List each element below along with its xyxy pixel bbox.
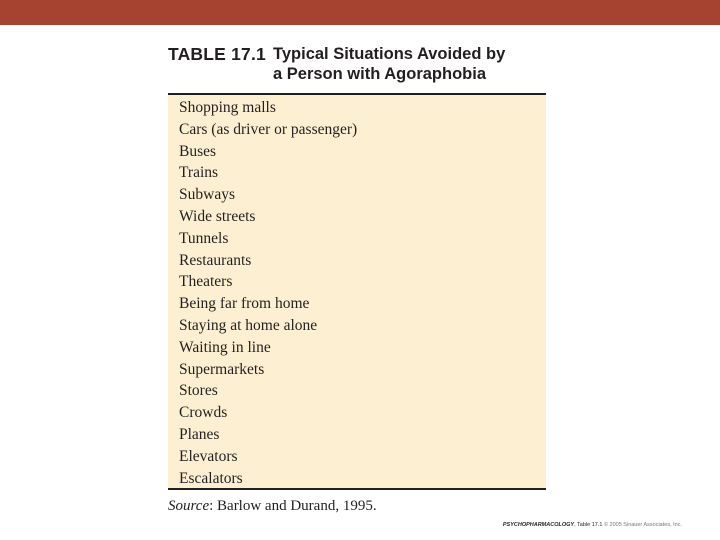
list-item: Trains <box>179 164 219 182</box>
list-item: Waiting in line <box>179 338 271 356</box>
list-item: Buses <box>179 142 217 160</box>
list-item: Cars (as driver or passenger) <box>179 120 358 138</box>
credit-copyright: © 2005 Sinauer Associates, Inc. <box>603 522 682 528</box>
list-item: Planes <box>179 425 220 443</box>
top-accent-bar <box>0 0 720 25</box>
table-number: TABLE 17.1 <box>168 44 266 64</box>
list-item: Escalators <box>179 469 243 487</box>
list-item: Staying at home alone <box>179 316 318 334</box>
list-item: Wide streets <box>179 207 256 225</box>
source-label: Source <box>168 498 210 514</box>
list-item: Being far from home <box>179 295 310 313</box>
list-item: Theaters <box>179 273 233 291</box>
list-item: Elevators <box>179 447 238 465</box>
list-item: Crowds <box>179 404 228 422</box>
table-title <box>273 44 553 84</box>
table-title-line-1: Typical Situations Avoided by <box>273 45 506 63</box>
source-citation: : Barlow and Durand, 1995. <box>209 498 377 514</box>
list-item: Shopping malls <box>179 99 276 116</box>
credit-book-title: PSYCHOPHARMACOLOGY <box>502 522 575 528</box>
table-title-line-2: a Person with Agoraphobia <box>273 65 486 83</box>
source-note <box>168 498 377 515</box>
situation-list <box>179 97 357 489</box>
list-item: Stores <box>179 382 218 400</box>
list-item: Supermarkets <box>179 360 265 378</box>
list-item: Tunnels <box>179 229 229 247</box>
copyright-credit <box>503 522 682 528</box>
list-item: Subways <box>179 186 235 204</box>
table-body <box>168 93 546 490</box>
credit-table-ref: , Table 17.1 <box>574 522 603 528</box>
list-item: Restaurants <box>179 251 252 269</box>
